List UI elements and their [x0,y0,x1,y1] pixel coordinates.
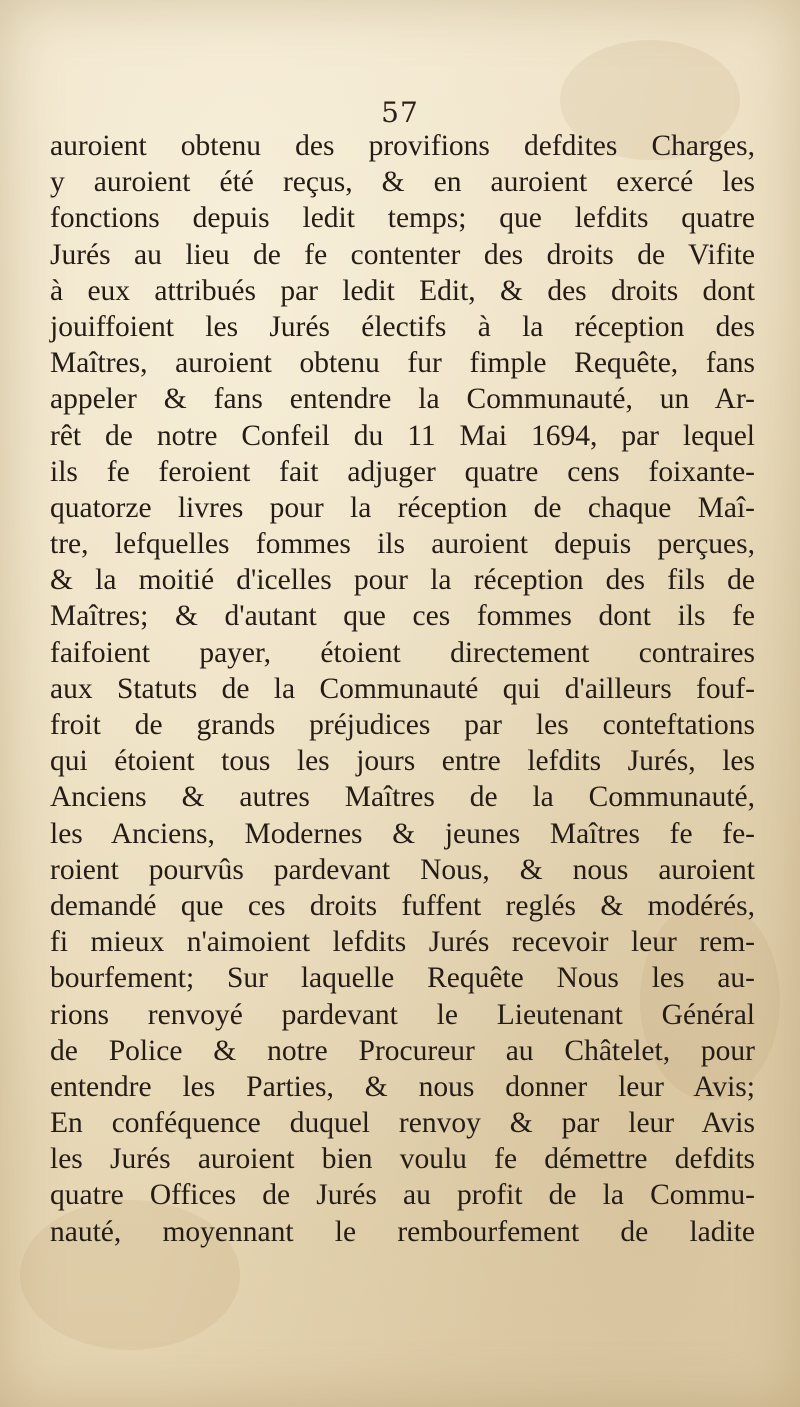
text-line: quatorze livres pour la réception de chaque Maî- [50,491,755,524]
text-line: appeler & fans entendre la Communauté, un Ar- [50,383,755,416]
text-line: aux Statuts de la Communauté qui d'ailleurs fouf- [50,672,755,705]
text-line: à eux attribués par ledit Edit, & des droits dont [50,274,755,307]
text-line: Jurés au lieu de fe contenter des droits de Vifite [50,238,755,271]
text-line: faifoient payer, étoient directement contraires [50,636,755,669]
text-line: jouiffoient les Jurés électifs à la réception des [50,310,755,343]
text-line: les Jurés auroient bien voulu fe démettre defdits [50,1143,755,1176]
text-line: & la moitié d'icelles pour la réception des fils de [50,564,755,597]
text-line: roient pourvûs pardevant Nous, & nous auroient [50,853,755,886]
text-line: rions renvoyé pardevant le Lieutenant Général [50,998,755,1031]
text-line: bourfement; Sur laquelle Requête Nous les au- [50,962,755,995]
page-number: 57 [381,96,419,129]
text-line: Anciens & autres Maîtres de la Communauté, [50,781,755,814]
text-line: rêt de notre Confeil du 11 Mai 1694, par lequel [50,419,755,452]
text-line: demandé que ces droits fuffent reglés & modérés, [50,889,755,922]
text-line: fonctions depuis ledit temps; que lefdits quatre [50,202,755,235]
text-line: auroient obtenu des provifions defdites Charges, [50,130,755,162]
text-line: froit de grands préjudices par les conteftations [50,709,755,741]
text-line: Maîtres; & d'autant que ces fommes dont ils fe [50,600,755,633]
text-line: En conféquence duquel renvoy & par leur Avis [50,1107,755,1140]
text-line: fi mieux n'aimoient lefdits Jurés recevoir leur rem- [50,926,755,959]
text-line: ils fe feroient fait adjuger quatre cens foixante- [50,455,755,488]
text-line: entendre les Parties, & nous donner leur Avis; [50,1070,755,1103]
text-line: tre, lefquelles fommes ils auroient depuis perçues, [50,528,755,561]
text-line: de Police & notre Procureur au Châtelet, pour [50,1034,755,1067]
body-text [50,128,755,1250]
text-line: nauté, moyennant le rembourfement de ladite [50,1215,755,1248]
text-line: Maîtres, auroient obtenu fur fimple Requête, fans [50,347,755,380]
text-line: qui étoient tous les jours entre lefdits Jurés, les [50,745,755,778]
text-line: y auroient été reçus, & en auroient exercé les [50,166,755,199]
text-line: quatre Offices de Jurés au profit de la Commu- [50,1179,755,1212]
text-line: les Anciens, Modernes & jeunes Maîtres fe fe- [50,817,755,850]
